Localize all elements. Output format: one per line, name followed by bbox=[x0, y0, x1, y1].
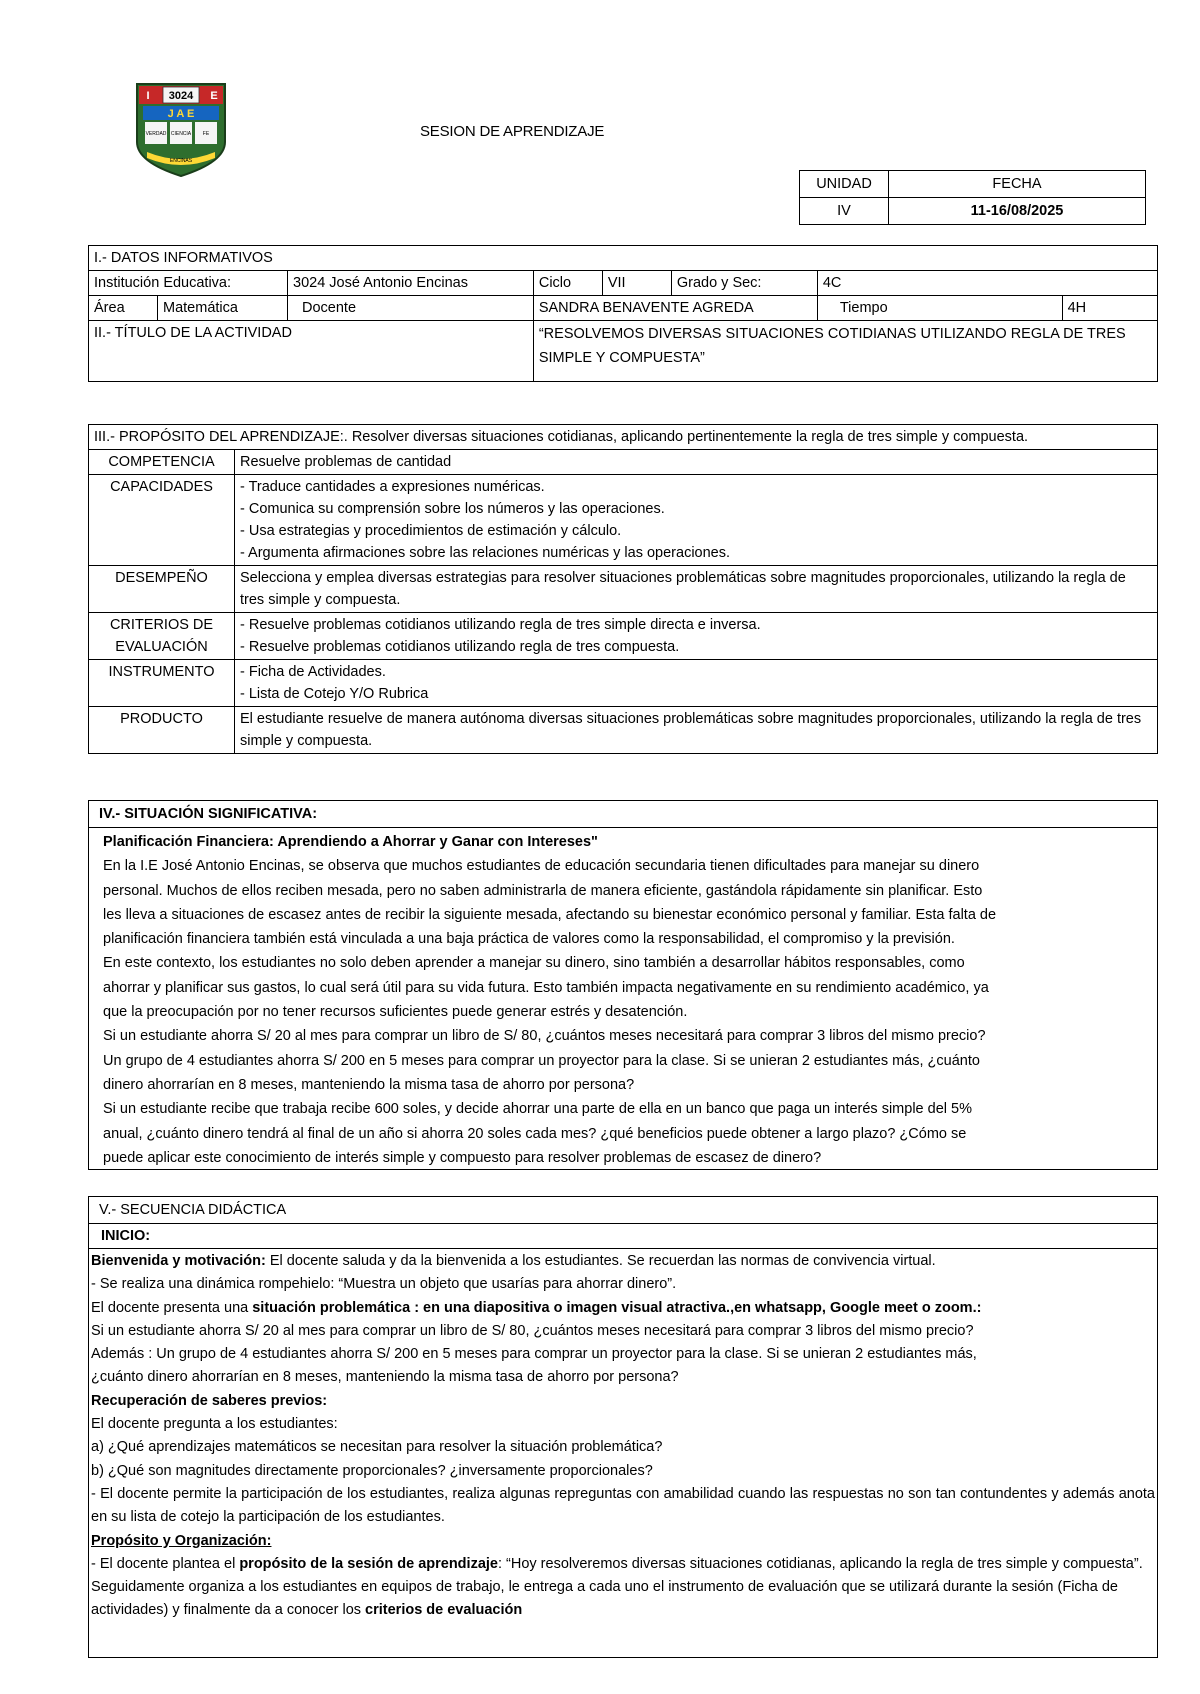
criterios-list bbox=[235, 613, 1158, 660]
list-item: - Comunica su comprensión sobre los números y las operaciones. bbox=[240, 501, 665, 517]
problema-line: Si un estudiante ahorra S/ 20 al mes para comprar un libro de S/ 80, ¿cuántos meses necesitará para comprar 3 libros del mismo precio? bbox=[91, 1322, 974, 1339]
svg-text:I: I bbox=[146, 90, 150, 102]
proposito-organizacion-heading: Propósito y Organización: bbox=[91, 1532, 272, 1549]
unidad-label: UNIDAD bbox=[800, 171, 889, 198]
situacion-line: planificación financiera también está vinculada a una baja práctica de valores como la responsabilidad, el compromiso y la previsión. bbox=[103, 931, 955, 948]
desempeno-label: DESEMPEÑO bbox=[89, 566, 235, 613]
situacion-line: ahorrar y planificar sus gastos, lo cual será útil para su vida futura. Esto también impacta negativamente en su rendimiento académico, ya bbox=[103, 979, 989, 996]
secuencia-section bbox=[88, 1196, 1158, 1658]
desempeno-value: Selecciona y emplea diversas estrategias para resolver situaciones problemáticas sobre magnitudes proporcionales, utilizando la regla de tres simple y compuesta. bbox=[235, 566, 1158, 613]
tiempo-value: 4H bbox=[1062, 296, 1157, 321]
list-item: - Argumenta afirmaciones sobre las relaciones numéricas y las operaciones. bbox=[240, 545, 731, 561]
fecha-label: FECHA bbox=[889, 171, 1146, 198]
situacion-line: Un grupo de 4 estudiantes ahorra S/ 200 en 5 meses para comprar un proyector para la clase. Si se unieran 2 estudiantes más, ¿cuánto bbox=[103, 1052, 980, 1069]
competencia-label: COMPETENCIA bbox=[89, 450, 235, 475]
proposito-table bbox=[88, 424, 1158, 754]
situacion-line: puede aplicar este conocimiento de interés simple y compuesto para resolver problemas de escasez de dinero? bbox=[103, 1149, 822, 1166]
titulo-value: “RESOLVEMOS DIVERSAS SITUACIONES COTIDIANAS UTILIZANDO REGLA DE TRES SIMPLE Y COMPUESTA” bbox=[533, 321, 1157, 382]
svg-text:VERDAD: VERDAD bbox=[145, 131, 167, 137]
situacion-line: Si un estudiante recibe que trabaja recibe 600 soles, y decide ahorrar una parte de ella en un banco que paga un interés simple del 5% bbox=[103, 1101, 972, 1118]
problema-line: Además : Un grupo de 4 estudiantes ahorra S/ 200 en 5 meses para comprar un proyector para la clase. Si se unieran 2 estudiantes más, bbox=[91, 1346, 977, 1363]
list-item: - Resuelve problemas cotidianos utilizando regla de tres simple directa e inversa. bbox=[240, 617, 761, 633]
area-label: Área bbox=[89, 296, 158, 321]
situacion-line: En este contexto, los estudiantes no solo deben aprender a manejar su dinero, sino también a desarrollar hábitos responsables, como bbox=[103, 955, 965, 972]
situacion-subtitle: Planificación Financiera: Aprendiendo a Ahorrar y Ganar con Intereses" bbox=[103, 834, 598, 850]
instrumento-label: INSTRUMENTO bbox=[89, 660, 235, 707]
situacion-line: Si un estudiante ahorra S/ 20 al mes para comprar un libro de S/ 80, ¿cuántos meses necesitará para comprar 3 libros del mismo precio? bbox=[103, 1028, 986, 1045]
problema-line: ¿cuánto dinero ahorrarían en 8 meses, manteniendo la misma tasa de ahorro por persona? bbox=[91, 1369, 679, 1386]
titulo-label: II.- TÍTULO DE LA ACTIVIDAD bbox=[89, 321, 534, 382]
fecha-value: 11-16/08/2025 bbox=[889, 198, 1146, 225]
secuencia-heading: V.- SECUENCIA DIDÁCTICA bbox=[89, 1197, 1157, 1224]
situacion-heading: IV.- SITUACIÓN SIGNIFICATIVA: bbox=[89, 801, 1157, 828]
presenta-paragraph: El docente presenta una situación problemática : en una diapositiva o imagen visual atractiva.,en whatsapp, Google meet o zoom.: bbox=[91, 1299, 982, 1316]
situacion-line: dinero ahorrarían en 8 meses, manteniendo la misma tasa de ahorro por persona? bbox=[103, 1076, 635, 1093]
producto-label: PRODUCTO bbox=[89, 707, 235, 754]
svg-text:3024: 3024 bbox=[168, 90, 194, 102]
ie-value: 3024 José Antonio Encinas bbox=[288, 271, 534, 296]
situacion-line: En la I.E José Antonio Encinas, se observa que muchos estudiantes de educación secundaria tienen dificultades para manejar su dinero bbox=[103, 858, 980, 875]
svg-text:CIENCIA: CIENCIA bbox=[170, 131, 192, 137]
tiempo-label: Tiempo bbox=[817, 296, 1062, 321]
inicio-heading: INICIO: bbox=[89, 1224, 1157, 1249]
unit-date-table bbox=[799, 170, 1146, 225]
instrumento-list bbox=[235, 660, 1158, 707]
situacion-line: les lleva a situaciones de escasez antes de recibir la siguiente mesada, afectando su bienestar económico personal y familiar. Esta falta de bbox=[103, 906, 997, 923]
ie-label: Institución Educativa: bbox=[89, 271, 288, 296]
producto-value: El estudiante resuelve de manera autónoma diversas situaciones problemáticas sobre magnitudes proporcionales, utilizando la regla de tres simple y compuesta. bbox=[235, 707, 1158, 754]
svg-text:J A E: J A E bbox=[167, 108, 195, 120]
datos-informativos-table bbox=[88, 245, 1158, 382]
question-b: b) ¿Qué son magnitudes directamente proporcionales? ¿inversamente proporcionales? bbox=[91, 1462, 653, 1479]
situacion-section bbox=[88, 800, 1158, 1170]
competencia-value: Resuelve problemas de cantidad bbox=[235, 450, 1158, 475]
list-item: - Ficha de Actividades. bbox=[240, 664, 386, 680]
saberes-heading: Recuperación de saberes previos: bbox=[91, 1392, 328, 1409]
list-item: - Usa estrategias y procedimientos de estimación y cálculo. bbox=[240, 523, 622, 539]
grado-label: Grado y Sec: bbox=[671, 271, 817, 296]
page-title: SESION DE APRENDIZAJE bbox=[420, 123, 605, 140]
unidad-value: IV bbox=[800, 198, 889, 225]
svg-text:FE: FE bbox=[202, 131, 210, 137]
situacion-line: personal. Muchos de ellos reciben mesada, pero no saben administrarla de manera eficiente, gastándola rápidamente sin planificar. Esto bbox=[103, 882, 983, 899]
criterios-label: CRITERIOS DE EVALUACIÓN bbox=[89, 613, 235, 660]
svg-text:ENCINAS: ENCINAS bbox=[169, 158, 193, 164]
school-logo bbox=[133, 80, 229, 178]
list-item: - Resuelve problemas cotidianos utilizando regla de tres compuesta. bbox=[240, 639, 680, 655]
list-item: - Traduce cantidades a expresiones numéricas. bbox=[240, 479, 545, 495]
proposito-heading: III.- PROPÓSITO DEL APRENDIZAJE:. Resolver diversas situaciones cotidianas, aplicando pertinentemente la regla de tres simple y compuesta. bbox=[89, 425, 1158, 450]
list-item: - Lista de Cotejo Y/O Rubrica bbox=[240, 686, 429, 702]
dinamica-line: - Se realiza una dinámica rompehielo: “Muestra un objeto que usarías para ahorrar dinero”. bbox=[91, 1276, 677, 1293]
datos-heading: I.- DATOS INFORMATIVOS bbox=[89, 246, 1158, 271]
ciclo-value: VII bbox=[602, 271, 671, 296]
area-value: Matemática bbox=[158, 296, 288, 321]
docente-label: Docente bbox=[288, 296, 534, 321]
ciclo-label: Ciclo bbox=[533, 271, 602, 296]
situacion-line: anual, ¿cuánto dinero tendrá al final de un año si ahorra 20 soles cada mes? ¿qué beneficios puede obtener a largo plazo? ¿Cómo se bbox=[103, 1125, 967, 1142]
docente-value: SANDRA BENAVENTE AGREDA bbox=[533, 296, 817, 321]
capacidades-label: CAPACIDADES bbox=[89, 475, 235, 566]
capacidades-list bbox=[235, 475, 1158, 566]
grado-value: 4C bbox=[817, 271, 1157, 296]
bienvenida-paragraph: Bienvenida y motivación: El docente saluda y da la bienvenida a los estudiantes. Se recuerdan las normas de convivencia virtual. bbox=[91, 1253, 936, 1269]
participacion-paragraph: - El docente permite la participación de los estudiantes, realiza algunas repreguntas con amabilidad cuando las respuestas no son tan contundentes y además anota en su lista de cotejo la participación de los estudiantes. bbox=[91, 1485, 1155, 1526]
svg-text:E: E bbox=[210, 90, 218, 102]
plantea-paragraph: - El docente plantea el propósito de la sesión de aprendizaje: “Hoy resolveremos diversas situaciones cotidianas, aplicando la regla de tres simple y compuesta”. Seguidamente organiza a los estudiantes en equipos de trabajo, le entrega a cada uno el instrumento de evaluación que se utilizará durante la sesión (Ficha de actividades) y finalmente da a conocer los criterios de evaluación bbox=[91, 1555, 1143, 1619]
situacion-line: que la preocupación por no tener recursos suficientes puede generar estrés y desatención. bbox=[103, 1004, 688, 1021]
pregunta-line: El docente pregunta a los estudiantes: bbox=[91, 1416, 338, 1433]
question-a: a) ¿Qué aprendizajes matemáticos se necesitan para resolver la situación problemática? bbox=[91, 1439, 663, 1456]
